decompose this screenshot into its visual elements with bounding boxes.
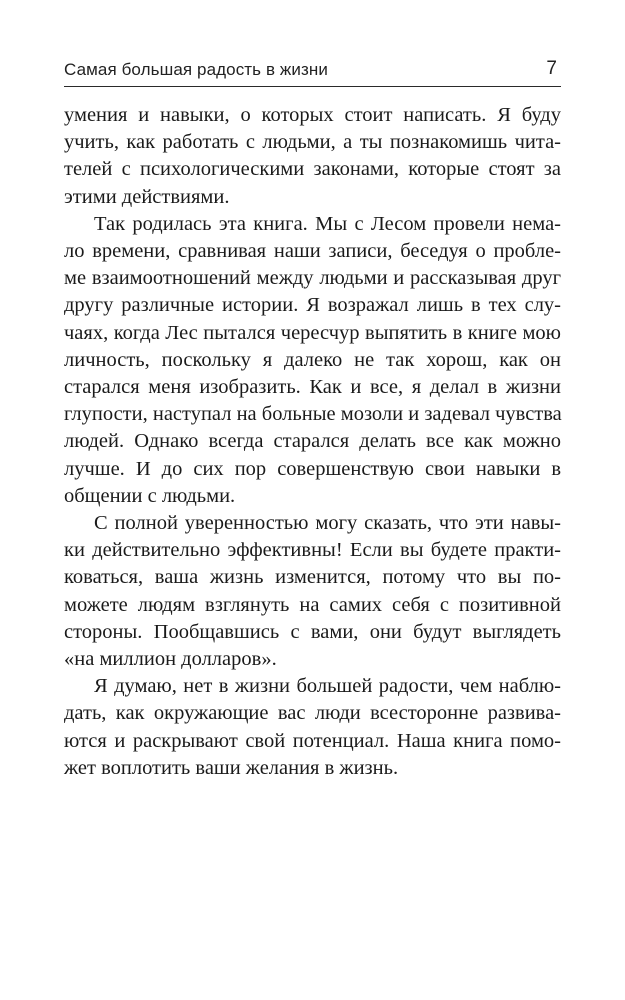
text-line: Я думаю, нет в жизни большей радости, чем наблю-	[94, 675, 561, 698]
text-line: этими действиями.	[64, 185, 230, 208]
text-line: коваться, ваша жизнь изменится, потому что вы по-	[64, 566, 561, 589]
text-line: жет воплотить ваши желания в жизнь.	[64, 756, 399, 779]
text-line: стороны. Пообщавшись с вами, они будут выглядеть	[64, 620, 561, 643]
text-line: учить, как работать с людьми, а ты познакомишь чита-	[64, 131, 561, 154]
text-line: лучше. И до сих пор совершенствую свои навыки в	[64, 457, 561, 480]
text-line: людей. Однако всегда старался делать все как можно	[64, 430, 561, 453]
text-line: умения и навыки, о которых стоит написать. Я буду	[64, 104, 561, 126]
running-header	[64, 56, 561, 87]
running-title: Самая большая радость в жизни	[64, 60, 328, 79]
text-line: ки действительно эффективны! Если вы будете практи-	[64, 539, 561, 562]
text-line: общении с людьми.	[64, 484, 236, 507]
text-line: С полной уверенностью могу сказать, что эти навы-	[94, 512, 561, 535]
text-line: личность, поскольку я далеко не так хорош, как он	[64, 348, 561, 371]
text-line: ются и раскрывают свой потенциал. Наша книга помо-	[64, 729, 561, 752]
text-line: ме взаимоотношений между людьми и рассказывая друг	[64, 267, 561, 290]
text-line: старался меня изобразить. Как и все, я делал в жизни	[64, 376, 561, 399]
body-text	[64, 102, 561, 782]
paragraph-1	[64, 102, 561, 211]
text-line: другу различные истории. Я возражал лишь в тех слу-	[64, 294, 561, 317]
text-line: ло времени, сравнивая наши записи, беседуя о пробле-	[64, 240, 561, 263]
paragraph-4	[64, 673, 561, 782]
text-line: «на миллион долларов».	[64, 648, 277, 671]
page-number: 7	[546, 58, 557, 79]
text-line: глупости, наступал на больные мозоли и задевал чувства	[64, 403, 562, 426]
text-line: чаях, когда Лес пытался чересчур выпятить в книге мою	[64, 321, 561, 344]
text-line: Так родилась эта книга. Мы с Лесом провели нема-	[94, 212, 561, 235]
text-line: телей с психологическими законами, которые стоят за	[64, 158, 561, 181]
text-line: дать, как окружающие вас люди всесторонне развива-	[64, 702, 561, 725]
paragraph-2	[64, 211, 561, 510]
paragraph-3	[64, 510, 561, 673]
text-line: можете людям взглянуть на самих себя с позитивной	[64, 593, 561, 616]
